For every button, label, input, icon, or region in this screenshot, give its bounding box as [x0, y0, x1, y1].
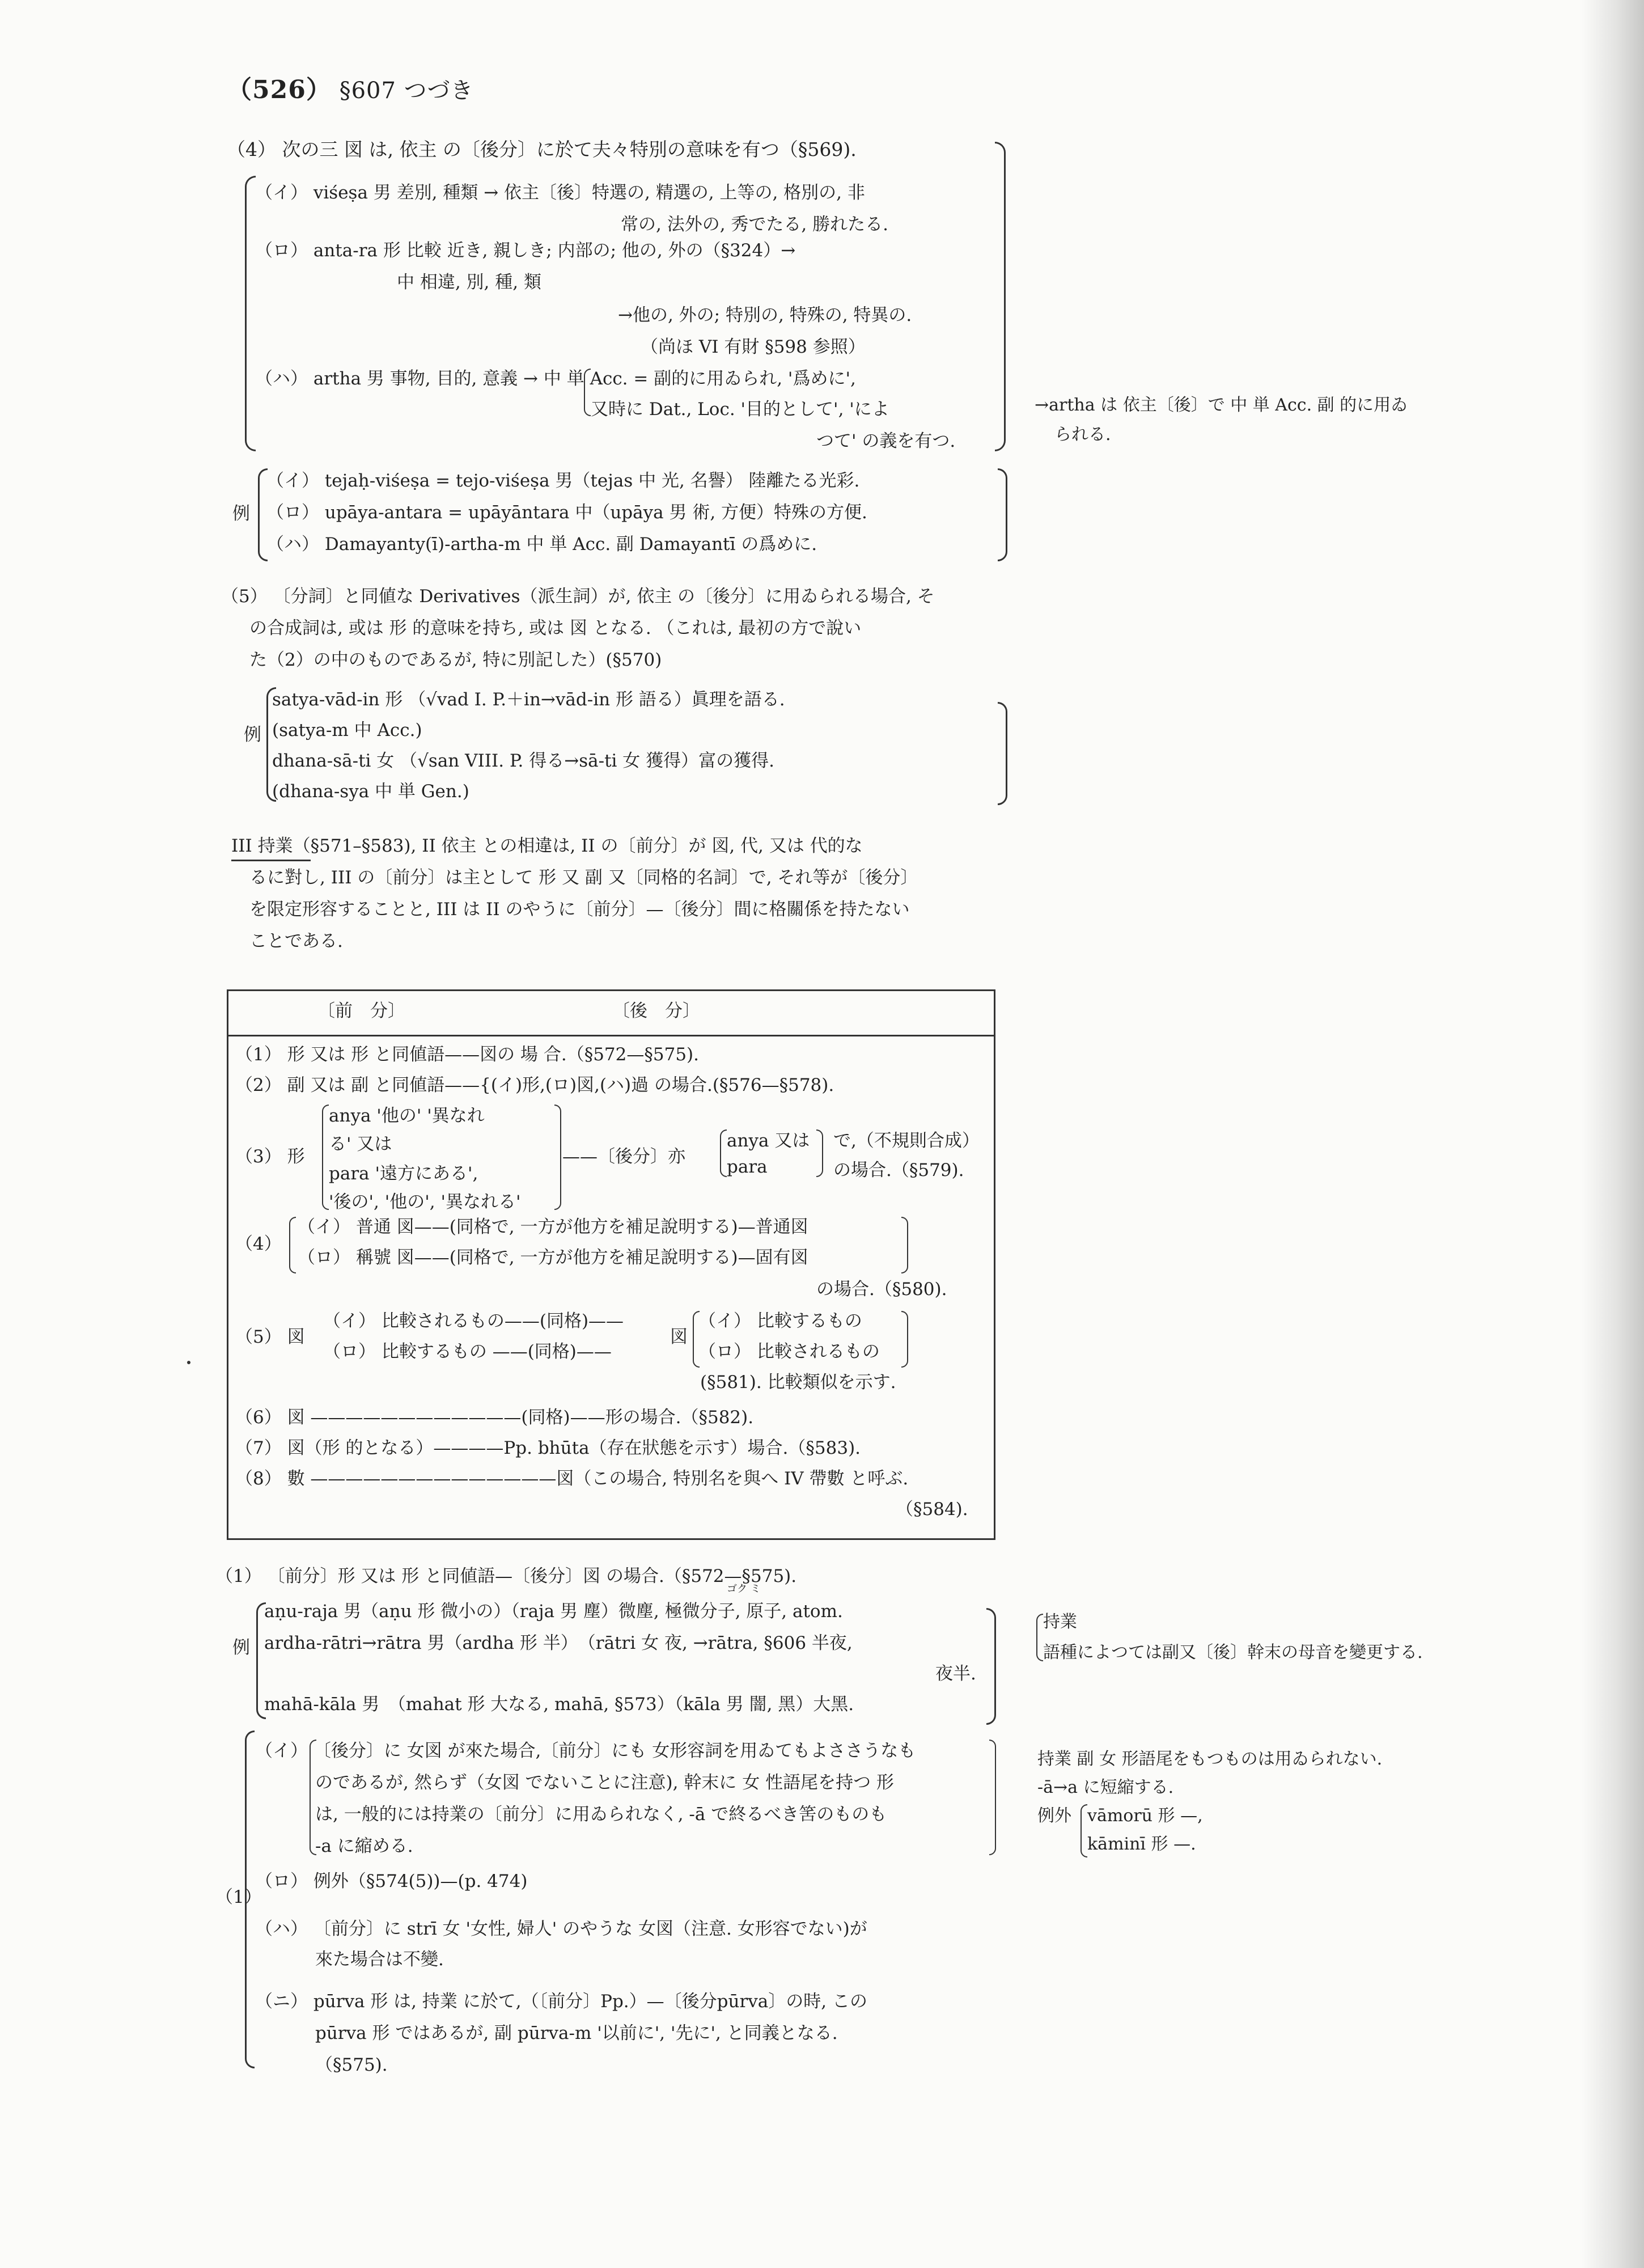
table-row: る' 又は [329, 1134, 392, 1154]
sub-line: （ハ） 〔前分〕に strī 女 '女性, 婦人' のやうな 女図（注意. 女形容でない)が [255, 1919, 867, 1939]
section-III-line: るに對し, III の〔前分〕は主として 形 又 副 又〔同格的名詞〕で, それ等が〔後分〕 [249, 868, 918, 888]
table-row: anya '他の' '異なれ [329, 1106, 485, 1126]
ruby-annotation: ゴク ミ [727, 1583, 761, 1595]
sub-line: （§575). [315, 2055, 388, 2075]
side-note: -ā→a に短縮する. [1037, 1778, 1174, 1797]
example-line: satya-vād-in 形 （√vad I. P.＋in→vād-in 形 語る）眞理を語る. [272, 689, 785, 710]
stray-mark [187, 1361, 190, 1364]
sub-line: のであるが, 然らず（女図 でないことに注意), 幹末に 女 性語尾を持つ 形 [315, 1772, 894, 1793]
brace [554, 1105, 561, 1210]
table-row: （3） 形 [235, 1146, 305, 1167]
table-row: （6） 図 ————————————(同格)——形の場合.（§582). [235, 1407, 754, 1428]
section-5-line: の合成詞は, 或は 形 的意味を持ち, 或は 図 となる. （これは, 最初の方で說い [249, 618, 862, 638]
table-header-rule [227, 1035, 995, 1036]
sub-line: 來た場合は不變. [315, 1949, 444, 1970]
brace [901, 1217, 908, 1273]
sub-line: は, 一般的には持業の〔前分〕に用ゐられなく, -ā で終るべき筈のものも [315, 1804, 887, 1825]
page-header [227, 69, 474, 105]
section-5-line: た（2）の中のものであるが, 特に別記した）(§570) [249, 650, 662, 670]
table-row: para [727, 1157, 768, 1177]
example-line: 夜半. [935, 1664, 976, 1684]
sub-line: -a に縮める. [315, 1836, 413, 1856]
sub-line: （イ） 〔後分〕に 女図 が來た場合,〔前分〕にも 女形容詞を用ゐてもよささうなも [255, 1741, 916, 1761]
side-note: られる. [1054, 425, 1111, 445]
brace [989, 1740, 996, 1855]
definition-line: つて' の義を有つ. [816, 431, 956, 451]
brace [998, 468, 1007, 561]
definition-line: 又時に Dat., Loc. '目的として', 'によ [591, 399, 889, 420]
table-row: 図 [670, 1327, 688, 1347]
definition-line: （ロ） anta-ra 形 比較 近き, 親しき; 内部の; 他の, 外の（§324）→ [255, 240, 796, 261]
brace [245, 176, 256, 451]
side-note: 持業 [1043, 1612, 1077, 1632]
table-row: (§581). 比較類似を示す. [700, 1372, 896, 1393]
table-row: （5） 図 [235, 1327, 305, 1347]
sub-line: （ニ） pūrva 形 は, 持業 に於て,（〔前分〕Pp.）—〔後分pūrva〕の時, この [255, 1991, 867, 2012]
table-row: （1） 形 又は 形 と同値語——図の 場 合.（§572—§575). [235, 1044, 699, 1065]
example-line: （ハ） Damayanty(ī)-artha-m 中 単 Acc. 副 Damayantī の爲めに. [266, 534, 817, 555]
table-header-right: 〔後 分〕 [612, 1001, 700, 1021]
definition-line: →他の, 外の; 特別の, 特殊の, 特異の. [618, 305, 912, 325]
section-III-line: III 持業（§571–§583), II 依主 との相違は, II の〔前分〕が 図, 代, 又は 代的な [231, 836, 863, 856]
brace [1081, 1804, 1087, 1857]
example-label: 例 [232, 1637, 250, 1658]
side-note: 語種によつては副又〔後〕幹末の母音を變更する. [1043, 1643, 1423, 1662]
example-line: ardha-rātri→rātra 男（ardha 形 半） （rātri 女 夜, →rātra, §606 半夜, [264, 1633, 853, 1653]
example-line: (satya-m 中 Acc.) [272, 720, 422, 741]
brace [1036, 1614, 1043, 1661]
section-1-heading: （1） 〔前分〕形 又は 形 と同値語—〔後分〕図 の場合.（§572—§575). [215, 1566, 797, 1586]
brace [720, 1129, 727, 1177]
side-note: vāmorū 形 —, [1087, 1806, 1203, 1826]
section-ref: §607 つづき [339, 78, 474, 104]
sub-line: （ロ） 例外（§574(5))—(p. 474) [255, 1871, 528, 1892]
sub-label: （1） [215, 1887, 262, 1907]
section-5-line: （5） 〔分詞〕と同値な Derivatives（派生詞）が, 依主 の〔後分〕に用ゐられる場合, そ [221, 586, 935, 607]
table-row: （イ） 普通 図——(同格で, 一方が他方を補足說明する)—普通図 [298, 1217, 808, 1237]
definition-line: （ハ） artha 男 事物, 目的, 意義 → 中 単 Acc. = 副的に用ゐられ, '爲めに', [255, 369, 856, 389]
section-4-heading: （4） 次の三 図 は, 依主 の〔後分〕に於て夫々特別の意味を有つ（§569). [227, 138, 857, 160]
page-number: （526） [227, 75, 332, 104]
side-note: 持業 副 女 形語尾をもつものは用ゐられない. [1037, 1749, 1383, 1769]
brace [816, 1129, 823, 1177]
definition-line: 常の, 法外の, 秀でたる, 勝れたる. [621, 214, 888, 235]
brace [289, 1217, 296, 1273]
example-label: 例 [244, 725, 261, 745]
table-row: （4） [235, 1234, 282, 1254]
definition-line: （尚ほ VI 有財 §598 参照） [641, 337, 866, 357]
page-edge-shadow [1582, 0, 1644, 2268]
table-row: の場合.（§580). [816, 1279, 947, 1300]
example-line: （イ） tejaḥ-viśeṣa = tejo-viśeṣa 男（tejas 中 光, 名譽） 陸離たる光彩. [266, 471, 860, 491]
example-label: 例 [232, 503, 250, 524]
side-note: →artha は 依主〔後〕で 中 単 Acc. 副 的に用ゐ [1035, 395, 1408, 415]
definition-line: （イ） viśeṣa 男 差別, 種類 → 依主〔後〕特選の, 精選の, 上等の, 格別の, 非 [255, 183, 865, 203]
section-III-line: を限定形容することと, III は II のやうに〔前分〕—〔後分〕間に格關係を持たない [249, 899, 910, 920]
table-row: anya 又は [727, 1131, 810, 1151]
table-header-left: 〔前 分〕 [317, 1001, 405, 1021]
brace [998, 702, 1007, 805]
underline [231, 860, 311, 861]
table-row: の場合.（§579). [833, 1160, 964, 1180]
table-row: para '遠方にある', [329, 1163, 478, 1184]
brace [995, 142, 1006, 451]
table-row: （8） 數 ——————————————図（この場合, 特別名を與へ IV 帶數 と呼ぶ. [235, 1469, 909, 1489]
brace [901, 1311, 908, 1368]
example-line: dhana-sā-ti 女 （√san VIII. P. 得る→sā-ti 女 獲得）富の獲得. [272, 751, 775, 771]
brace [986, 1608, 996, 1725]
table-row: ——〔後分〕亦 [562, 1146, 685, 1167]
table-row: （7） 図（形 的となる）————Pp. bhūta（存在狀態を示す）場合.（§583). [235, 1438, 861, 1458]
side-note: 例外 [1037, 1806, 1071, 1826]
definition-line: 中 相違, 別, 種, 類 [397, 272, 541, 293]
table-row: で,（不規則合成） [833, 1131, 980, 1151]
table-row: '後の', '他の', '異なれる' [329, 1192, 521, 1212]
table-row: （2） 副 又は 副 と同値語——{(イ)形,(ロ)図,(ハ)過 の場合.(§576—§578). [235, 1075, 834, 1095]
table-row: （ロ） 稱號 図——(同格で, 一方が他方を補足說明する)—固有図 [298, 1247, 808, 1268]
table-row: （ロ） 比較されるもの [698, 1342, 880, 1362]
table-row: （イ） 比較されるもの——(同格)—— [323, 1311, 624, 1331]
table-row: （イ） 比較するもの [698, 1311, 862, 1331]
table-row: （§584). [896, 1499, 968, 1520]
side-note: kāminī 形 —. [1087, 1834, 1196, 1854]
brace [322, 1105, 329, 1210]
brace [245, 1730, 255, 2068]
example-line: (dhana-sya 中 単 Gen.) [272, 781, 469, 802]
sub-line: pūrva 形 ではあるが, 副 pūrva-m '以前に', '先に', と同義となる. [315, 2023, 838, 2043]
example-line: （ロ） upāya-antara = upāyāntara 中（upāya 男 術, 方便）特殊の方便. [266, 502, 867, 523]
example-line: mahā-kāla 男 （mahat 形 大なる, mahā, §573）（kāla 男 闇, 黑）大黑. [264, 1694, 854, 1715]
example-line: aṇu-raja 男（aṇu 形 微小の）（raja 男 塵）微塵, 極微分子, 原子, atom. [264, 1601, 843, 1622]
table-row: （ロ） 比較するもの ——(同格)—— [323, 1342, 612, 1362]
brace [584, 369, 591, 416]
section-III-line: ことである. [249, 931, 343, 951]
